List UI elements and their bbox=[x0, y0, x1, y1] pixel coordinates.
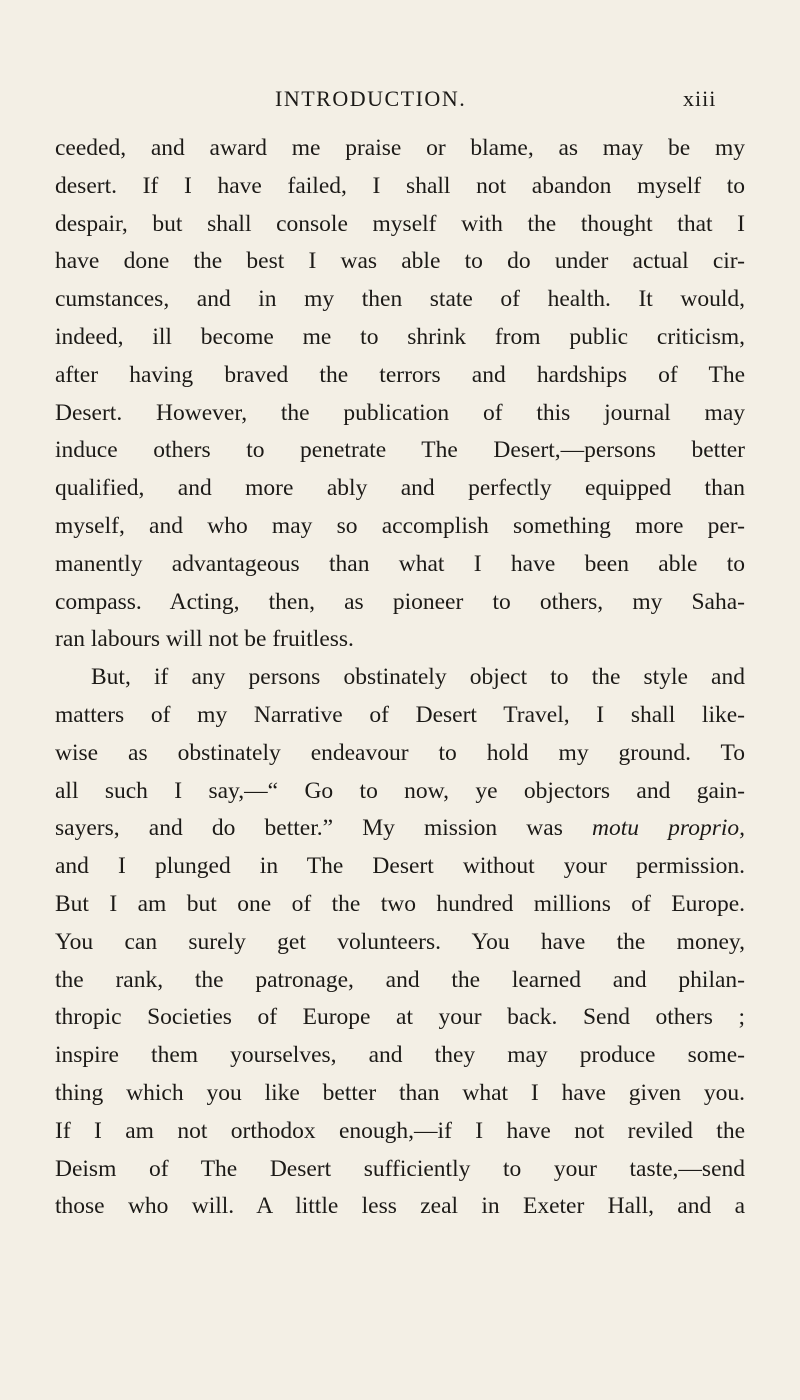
text-line: indeed, ill become me to shrink from public criticism, bbox=[55, 323, 745, 350]
paragraph-end-line: ran labours will not be fruitless. bbox=[55, 626, 354, 653]
text-line: after having braved the terrors and hardships of The bbox=[55, 361, 745, 388]
text-line: despair, but shall console myself with the thought that I bbox=[55, 210, 745, 237]
text-line: wise as obstinately endeavour to hold my ground. To bbox=[55, 739, 745, 766]
text-line: You can surely get volunteers. You have the money, bbox=[55, 928, 745, 955]
text-line: compass. Acting, then, as pioneer to others, my Saha- bbox=[55, 588, 745, 615]
text-line: the rank, the patronage, and the learned and philan- bbox=[55, 966, 745, 993]
text-line: matters of my Narrative of Desert Travel, I shall like- bbox=[55, 701, 745, 728]
text-line: If I am not orthodox enough,—if I have not reviled the bbox=[55, 1117, 745, 1144]
text-line: and I plunged in The Desert without your permission. bbox=[55, 853, 745, 880]
text-line: induce others to penetrate The Desert,—persons better bbox=[55, 437, 745, 464]
line-text: sayers, and do better.” My mission was bbox=[55, 815, 593, 842]
text-line: have done the best I was able to do under actual cir- bbox=[55, 248, 745, 275]
page-number: xiii bbox=[683, 86, 717, 111]
running-head: INTRODUCTION. bbox=[275, 86, 467, 111]
text-line: thropic Societies of Europe at your back. Send others ; bbox=[55, 1004, 745, 1031]
text-line: those who will. A little less zeal in Exeter Hall, and a bbox=[55, 1193, 745, 1220]
italic-phrase: motu proprio, bbox=[592, 815, 746, 842]
body-text bbox=[55, 130, 745, 1226]
text-line: myself, and who may so accomplish something more per- bbox=[55, 512, 745, 539]
text-line: Desert. However, the publication of this journal may bbox=[55, 399, 745, 426]
text-line: all such I say,—“ Go to now, ye objectors and gain- bbox=[55, 777, 745, 804]
text-line: ceeded, and award me praise or blame, as may be my bbox=[55, 135, 745, 161]
text-line: manently advantageous than what I have been able to bbox=[55, 550, 745, 577]
text-line: desert. If I have failed, I shall not abandon myself to bbox=[55, 172, 745, 199]
text-line: qualified, and more ably and perfectly equipped than bbox=[55, 475, 745, 502]
text-line: inspire them yourselves, and they may produce some- bbox=[55, 1042, 745, 1069]
text-line-with-italic bbox=[55, 810, 745, 848]
text-line: But I am but one of the two hundred millions of Europe. bbox=[55, 890, 745, 917]
text-line: thing which you like better than what I have given you. bbox=[55, 1079, 745, 1106]
text-line: cumstances, and in my then state of health. It would, bbox=[55, 286, 745, 313]
text-line: Deism of The Desert sufficiently to your taste,—send bbox=[55, 1155, 745, 1182]
page-header bbox=[0, 84, 800, 114]
paragraph-start-line: But, if any persons obstinately object to the style and bbox=[91, 664, 745, 691]
